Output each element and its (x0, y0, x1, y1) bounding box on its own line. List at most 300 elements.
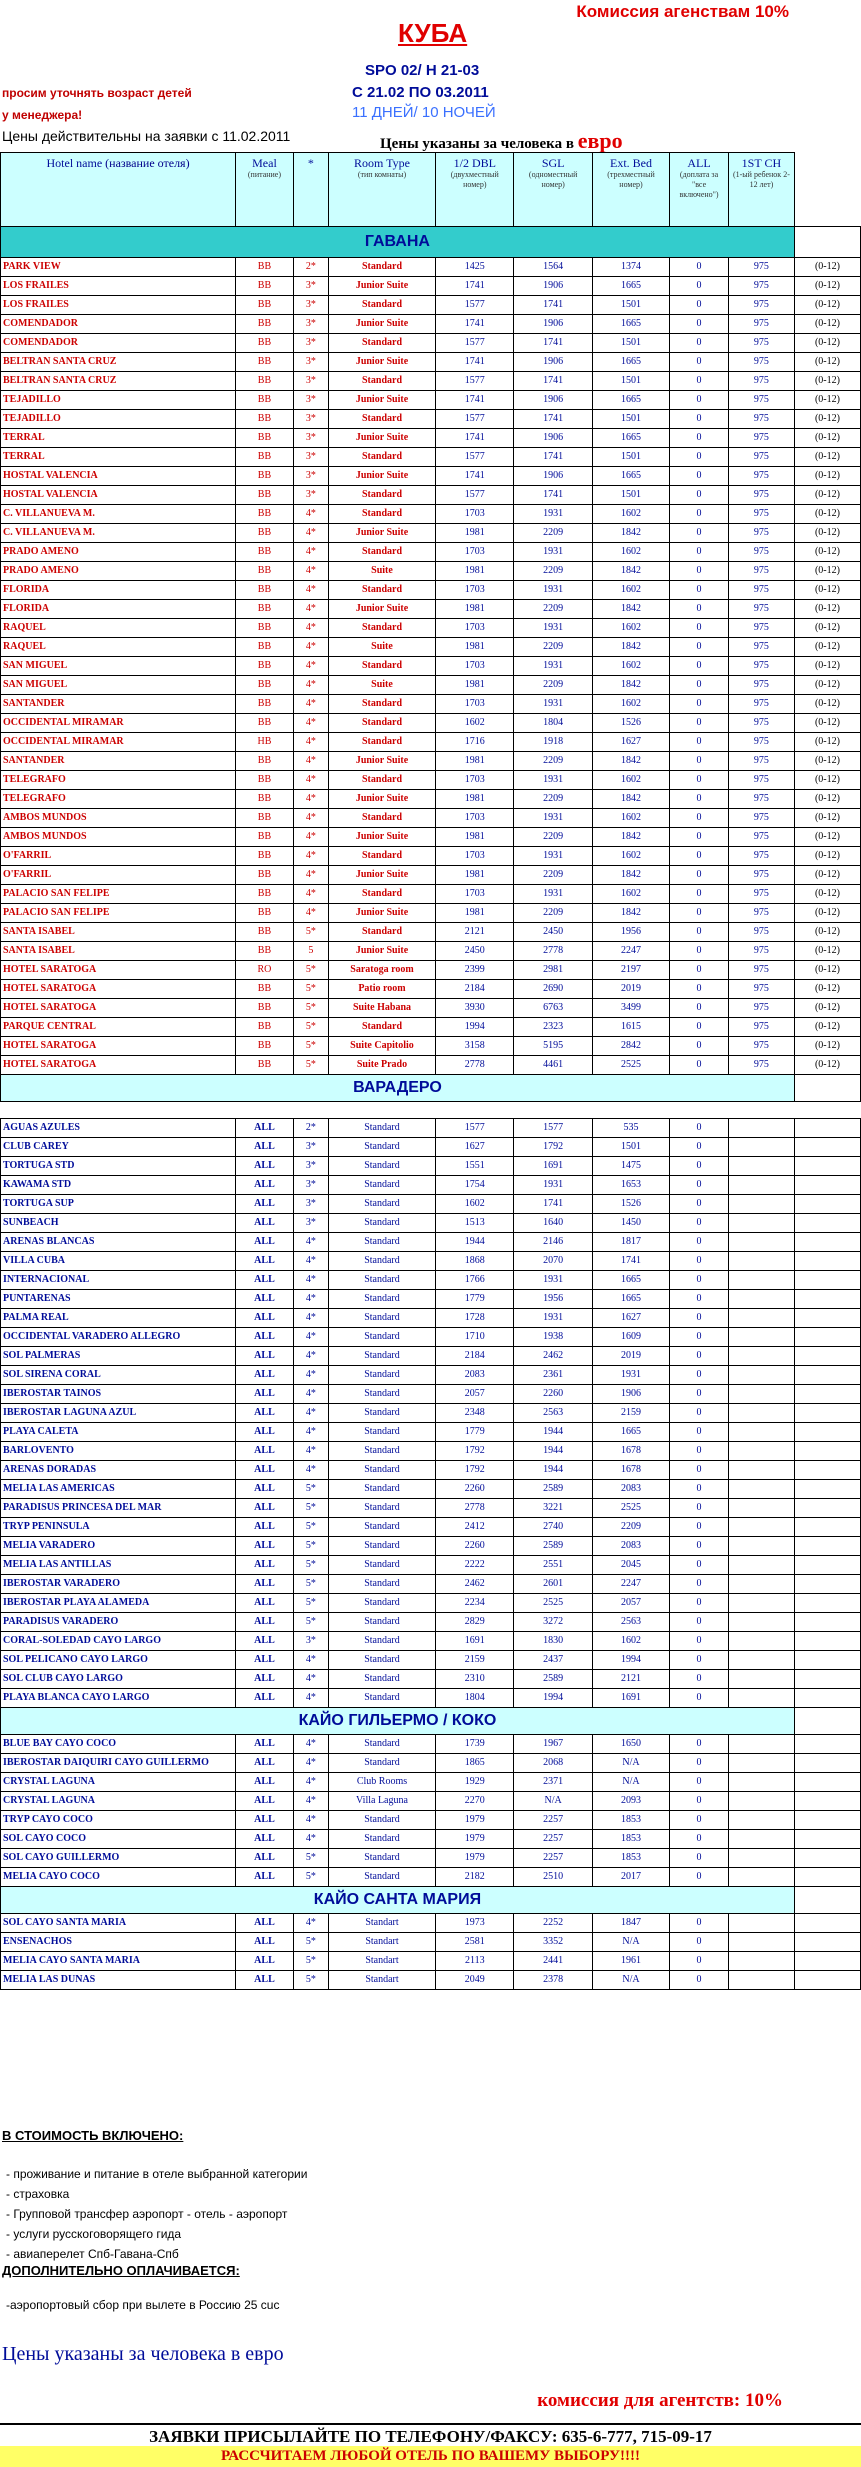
table-row (1, 923, 861, 942)
hotel-name: AGUAS AZULES (1, 1119, 236, 1138)
price-child (728, 1971, 794, 1990)
child-age (794, 1914, 860, 1933)
category: 4* (293, 1328, 328, 1347)
hotel-name: VILLA CUBA (1, 1252, 236, 1271)
price-sgl: 1830 (514, 1632, 592, 1651)
price-sgl: 2209 (514, 790, 592, 809)
price-all: 0 (670, 1632, 729, 1651)
price-all: 0 (670, 353, 729, 372)
price-dbl: 2778 (436, 1499, 514, 1518)
child-age (794, 1366, 860, 1385)
category: 4* (293, 1423, 328, 1442)
meal-plan: HB (236, 733, 294, 752)
hotel-name: TERRAL (1, 429, 236, 448)
price-child (728, 1252, 794, 1271)
child-age: (0-12) (794, 866, 860, 885)
price-ext: 1615 (592, 1018, 669, 1037)
table-row (1, 1792, 861, 1811)
meal-plan: BB (236, 524, 294, 543)
meal-plan: BB (236, 771, 294, 790)
price-ext: 1475 (592, 1157, 669, 1176)
category: 4* (293, 1366, 328, 1385)
price-sgl: 2740 (514, 1518, 592, 1537)
hotel-name: ARENAS DORADAS (1, 1461, 236, 1480)
price-dbl: 1577 (436, 1119, 514, 1138)
price-sgl: 2209 (514, 676, 592, 695)
room-type: Junior Suite (328, 467, 435, 486)
meal-plan: ALL (236, 1461, 294, 1480)
price-dbl: 1981 (436, 600, 514, 619)
category: 3* (293, 1138, 328, 1157)
child-age (794, 1632, 860, 1651)
category: 4* (293, 752, 328, 771)
price-ext: 1602 (592, 1632, 669, 1651)
price-child: 975 (728, 505, 794, 524)
category: 4* (293, 657, 328, 676)
price-ext: 1627 (592, 733, 669, 752)
table-row (1, 657, 861, 676)
meal-plan: BB (236, 809, 294, 828)
price-child: 975 (728, 885, 794, 904)
price-all: 0 (670, 1830, 729, 1849)
price-sgl: 2070 (514, 1252, 592, 1271)
hotel-name: SUNBEACH (1, 1214, 236, 1233)
price-ext: 1665 (592, 1290, 669, 1309)
table-row (1, 505, 861, 524)
table-row (1, 1195, 861, 1214)
room-type: Standard (328, 619, 435, 638)
room-type: Standard (328, 1811, 435, 1830)
meal-plan: ALL (236, 1670, 294, 1689)
price-dbl: 2049 (436, 1971, 514, 1990)
price-ext: 1526 (592, 714, 669, 733)
price-child (728, 1119, 794, 1138)
price-ext: 1665 (592, 467, 669, 486)
price-dbl: 1981 (436, 790, 514, 809)
price-dbl: 1602 (436, 1195, 514, 1214)
price-all: 0 (670, 1195, 729, 1214)
price-child: 975 (728, 429, 794, 448)
price-sgl: 1906 (514, 353, 592, 372)
meal-plan: ALL (236, 1309, 294, 1328)
child-age (794, 1735, 860, 1754)
hotel-name: HOTEL SARATOGA (1, 980, 236, 999)
meal-plan: BB (236, 562, 294, 581)
room-type: Standard (328, 1613, 435, 1632)
price-ext: 1842 (592, 904, 669, 923)
price-all: 0 (670, 1556, 729, 1575)
price-dbl: 1703 (436, 885, 514, 904)
room-type: Standard (328, 486, 435, 505)
category: 4* (293, 1754, 328, 1773)
price-sgl: 1906 (514, 467, 592, 486)
child-age (794, 1328, 860, 1347)
price-sgl: 1906 (514, 429, 592, 448)
child-age: (0-12) (794, 391, 860, 410)
price-dbl: 2113 (436, 1952, 514, 1971)
price-dbl: 1981 (436, 866, 514, 885)
hotel-name: CORAL-SOLEDAD CAYO LARGO (1, 1632, 236, 1651)
included-item: - Групповой трансфер аэропорт - отель - аэропорт (6, 2207, 288, 2221)
hotel-name: OCCIDENTAL MIRAMAR (1, 714, 236, 733)
price-dbl: 1703 (436, 505, 514, 524)
category: 5* (293, 1971, 328, 1990)
child-age (794, 1830, 860, 1849)
price-ext: 1450 (592, 1214, 669, 1233)
price-all: 0 (670, 1271, 729, 1290)
meal-plan: BB (236, 391, 294, 410)
price-sgl: 1931 (514, 847, 592, 866)
price-child (728, 1914, 794, 1933)
price-ext: 1691 (592, 1689, 669, 1708)
price-sgl: 2209 (514, 524, 592, 543)
price-all: 0 (670, 1233, 729, 1252)
room-type: Suite (328, 562, 435, 581)
price-ext: 1842 (592, 638, 669, 657)
section-title: ГАВАНА (1, 227, 795, 258)
price-child: 975 (728, 733, 794, 752)
price-sgl: 2209 (514, 904, 592, 923)
child-age (794, 1811, 860, 1830)
table-row (1, 1037, 861, 1056)
extra-item: -аэропортовый сбор при вылете в Россию 25 cuc (6, 2298, 280, 2312)
price-child: 975 (728, 524, 794, 543)
price-sgl: 1967 (514, 1735, 592, 1754)
meal-plan: BB (236, 619, 294, 638)
price-all: 0 (670, 1518, 729, 1537)
category: 4* (293, 1773, 328, 1792)
price-all: 0 (670, 258, 729, 277)
room-type: Standard (328, 1499, 435, 1518)
room-type: Standard (328, 1252, 435, 1271)
price-all: 0 (670, 1157, 729, 1176)
table-row (1, 1632, 861, 1651)
child-age (794, 1176, 860, 1195)
section-gap (794, 1708, 860, 1735)
category: 4* (293, 847, 328, 866)
hotel-name: MELIA VARADERO (1, 1537, 236, 1556)
price-child (728, 1754, 794, 1773)
price-ext: 1842 (592, 752, 669, 771)
price-all: 0 (670, 1792, 729, 1811)
room-type: Standard (328, 1157, 435, 1176)
price-child (728, 1195, 794, 1214)
price-dbl: 1710 (436, 1328, 514, 1347)
price-child: 975 (728, 258, 794, 277)
col-child: 1ST CH (1-ый ребенок 2-12 лет) (728, 153, 794, 227)
child-age (794, 1754, 860, 1773)
room-type: Standard (328, 923, 435, 942)
child-age: (0-12) (794, 543, 860, 562)
price-ext: 2083 (592, 1480, 669, 1499)
room-type: Standard (328, 733, 435, 752)
price-all: 0 (670, 1849, 729, 1868)
commission-bottom: комиссия для агентств: 10% (537, 2390, 783, 2411)
child-age: (0-12) (794, 562, 860, 581)
price-sgl: 2371 (514, 1773, 592, 1792)
child-age: (0-12) (794, 353, 860, 372)
meal-plan: ALL (236, 1792, 294, 1811)
child-age (794, 1157, 860, 1176)
ask-note-2: у менеджера! (2, 108, 83, 122)
category: 3* (293, 1632, 328, 1651)
price-sgl: 2146 (514, 1233, 592, 1252)
child-age: (0-12) (794, 258, 860, 277)
price-all: 0 (670, 1868, 729, 1887)
category: 4* (293, 866, 328, 885)
price-sgl: 2525 (514, 1594, 592, 1613)
price-sgl: 2209 (514, 638, 592, 657)
price-dbl: 1994 (436, 1018, 514, 1037)
price-ext: 1853 (592, 1811, 669, 1830)
hotel-name: TELEGRAFO (1, 771, 236, 790)
price-sgl: 1931 (514, 771, 592, 790)
hotel-name: PARQUE CENTRAL (1, 1018, 236, 1037)
price-ext: 2121 (592, 1670, 669, 1689)
hotel-name: SAN MIGUEL (1, 676, 236, 695)
price-ext: 2247 (592, 1575, 669, 1594)
price-ext: 2197 (592, 961, 669, 980)
category: 3* (293, 448, 328, 467)
table-row (1, 277, 861, 296)
price-all: 0 (670, 1754, 729, 1773)
section-row (1, 1887, 861, 1914)
price-sgl: 1906 (514, 391, 592, 410)
price-ext: 1526 (592, 1195, 669, 1214)
meal-plan: BB (236, 923, 294, 942)
price-dbl: 2399 (436, 961, 514, 980)
price-child: 975 (728, 714, 794, 733)
price-all: 0 (670, 885, 729, 904)
price-dbl: 1741 (436, 315, 514, 334)
price-sgl: 1741 (514, 410, 592, 429)
room-type: Standard (328, 1328, 435, 1347)
category: 3* (293, 372, 328, 391)
category: 5* (293, 1868, 328, 1887)
room-type: Standard (328, 714, 435, 733)
price-child (728, 1830, 794, 1849)
included-title: В СТОИМОСТЬ ВКЛЮЧЕНО: (2, 2128, 184, 2143)
meal-plan: ALL (236, 1328, 294, 1347)
price-dbl: 2260 (436, 1480, 514, 1499)
category: 5* (293, 1018, 328, 1037)
category: 4* (293, 1290, 328, 1309)
category: 5* (293, 1056, 328, 1075)
price-child: 975 (728, 486, 794, 505)
price-all: 0 (670, 714, 729, 733)
price-sgl: 3352 (514, 1933, 592, 1952)
price-sgl: 2260 (514, 1385, 592, 1404)
price-all: 0 (670, 1018, 729, 1037)
table-row (1, 1461, 861, 1480)
child-age (794, 1952, 860, 1971)
category: 5* (293, 1849, 328, 1868)
price-all: 0 (670, 600, 729, 619)
price-dbl: 2348 (436, 1404, 514, 1423)
price-ext: 2019 (592, 1347, 669, 1366)
table-row (1, 752, 861, 771)
price-child (728, 1461, 794, 1480)
column-headers (1, 153, 861, 227)
price-dbl: 2270 (436, 1792, 514, 1811)
hotel-name: C. VILLANUEVA M. (1, 505, 236, 524)
price-child (728, 1176, 794, 1195)
price-dbl: 1981 (436, 524, 514, 543)
room-type: Junior Suite (328, 942, 435, 961)
price-all: 0 (670, 1811, 729, 1830)
price-all: 0 (670, 296, 729, 315)
category: 4* (293, 790, 328, 809)
price-dbl: 1766 (436, 1271, 514, 1290)
euro-note: Цены указаны за человека в евро (2, 2343, 284, 2365)
price-dbl: 1741 (436, 467, 514, 486)
price-child (728, 1849, 794, 1868)
price-ext: 1501 (592, 372, 669, 391)
meal-plan: ALL (236, 1499, 294, 1518)
price-sgl: 1906 (514, 315, 592, 334)
meal-plan: ALL (236, 1214, 294, 1233)
child-age (794, 1575, 860, 1594)
table-row (1, 1233, 861, 1252)
price-dbl: 1741 (436, 429, 514, 448)
meal-plan: ALL (236, 1689, 294, 1708)
hotel-name: PARADISUS VARADERO (1, 1613, 236, 1632)
price-all: 0 (670, 942, 729, 961)
price-sgl: 1944 (514, 1423, 592, 1442)
price-ext: 1842 (592, 562, 669, 581)
price-ext: 1627 (592, 1309, 669, 1328)
section-row (1, 227, 861, 258)
hotel-name: SOL PELICANO CAYO LARGO (1, 1651, 236, 1670)
price-dbl: 2182 (436, 1868, 514, 1887)
category: 5* (293, 1594, 328, 1613)
table-row (1, 904, 861, 923)
country-title: КУБА (398, 18, 468, 48)
price-dbl: 1425 (436, 258, 514, 277)
child-age: (0-12) (794, 486, 860, 505)
category: 4* (293, 1792, 328, 1811)
table-row (1, 1575, 861, 1594)
meal-plan: ALL (236, 1404, 294, 1423)
price-child (728, 1594, 794, 1613)
meal-plan: BB (236, 885, 294, 904)
price-all: 0 (670, 1651, 729, 1670)
price-dbl: 1973 (436, 1914, 514, 1933)
table-row (1, 562, 861, 581)
price-child: 975 (728, 619, 794, 638)
room-type: Standard (328, 1214, 435, 1233)
price-child: 975 (728, 391, 794, 410)
price-child: 975 (728, 315, 794, 334)
table-row (1, 1119, 861, 1138)
price-sgl: 2437 (514, 1651, 592, 1670)
price-ext: 1665 (592, 1423, 669, 1442)
meal-plan: ALL (236, 1575, 294, 1594)
child-age (794, 1868, 860, 1887)
meal-plan: BB (236, 429, 294, 448)
price-child (728, 1735, 794, 1754)
room-type: Standard (328, 1556, 435, 1575)
price-sgl: 1931 (514, 1271, 592, 1290)
col-dbl: 1/2 DBL (двухместный номер) (436, 153, 514, 227)
price-child (728, 1480, 794, 1499)
price-all: 0 (670, 676, 729, 695)
category: 3* (293, 486, 328, 505)
table-row (1, 1309, 861, 1328)
included-item: - проживание и питание в отеле выбранной категории (6, 2167, 308, 2181)
price-dbl: 1577 (436, 334, 514, 353)
price-ext: 1842 (592, 828, 669, 847)
hotel-name: HOTEL SARATOGA (1, 961, 236, 980)
price-sgl: 1956 (514, 1290, 592, 1309)
price-dbl: 1728 (436, 1309, 514, 1328)
room-type: Standard (328, 1868, 435, 1887)
meal-plan: BB (236, 828, 294, 847)
meal-plan: ALL (236, 1933, 294, 1952)
child-age: (0-12) (794, 600, 860, 619)
price-all: 0 (670, 372, 729, 391)
price-all: 0 (670, 1385, 729, 1404)
child-age: (0-12) (794, 980, 860, 999)
price-child (728, 1933, 794, 1952)
price-child (728, 1670, 794, 1689)
table-row (1, 1499, 861, 1518)
child-age: (0-12) (794, 752, 860, 771)
price-dbl: 2121 (436, 923, 514, 942)
price-child (728, 1309, 794, 1328)
child-age: (0-12) (794, 296, 860, 315)
price-ext: 1602 (592, 695, 669, 714)
room-type: Standard (328, 1271, 435, 1290)
price-all: 0 (670, 562, 729, 581)
table-row (1, 1537, 861, 1556)
price-all: 0 (670, 391, 729, 410)
table-row (1, 771, 861, 790)
room-type: Junior Suite (328, 828, 435, 847)
room-type: Suite (328, 676, 435, 695)
price-dbl: 2778 (436, 1056, 514, 1075)
category: 4* (293, 1689, 328, 1708)
room-type: Standard (328, 1651, 435, 1670)
child-age: (0-12) (794, 1056, 860, 1075)
price-all: 0 (670, 1689, 729, 1708)
hotel-name: TERRAL (1, 448, 236, 467)
price-ext: N/A (592, 1754, 669, 1773)
price-sgl: 2209 (514, 866, 592, 885)
price-sgl: 1640 (514, 1214, 592, 1233)
meal-plan: ALL (236, 1735, 294, 1754)
meal-plan: BB (236, 714, 294, 733)
child-age (794, 1971, 860, 1990)
category: 4* (293, 733, 328, 752)
category: 5* (293, 1575, 328, 1594)
child-age: (0-12) (794, 638, 860, 657)
meal-plan: ALL (236, 1366, 294, 1385)
price-all: 0 (670, 334, 729, 353)
price-child (728, 1138, 794, 1157)
price-sgl: 1944 (514, 1442, 592, 1461)
category: 4* (293, 828, 328, 847)
price-header (0, 0, 861, 152)
col-hotel: Hotel name (название отеля) (1, 153, 236, 227)
price-dbl: 2462 (436, 1575, 514, 1594)
price-sgl: 1792 (514, 1138, 592, 1157)
table-row (1, 353, 861, 372)
price-all: 0 (670, 771, 729, 790)
child-age (794, 1556, 860, 1575)
meal-plan: ALL (236, 1442, 294, 1461)
category: 4* (293, 676, 328, 695)
